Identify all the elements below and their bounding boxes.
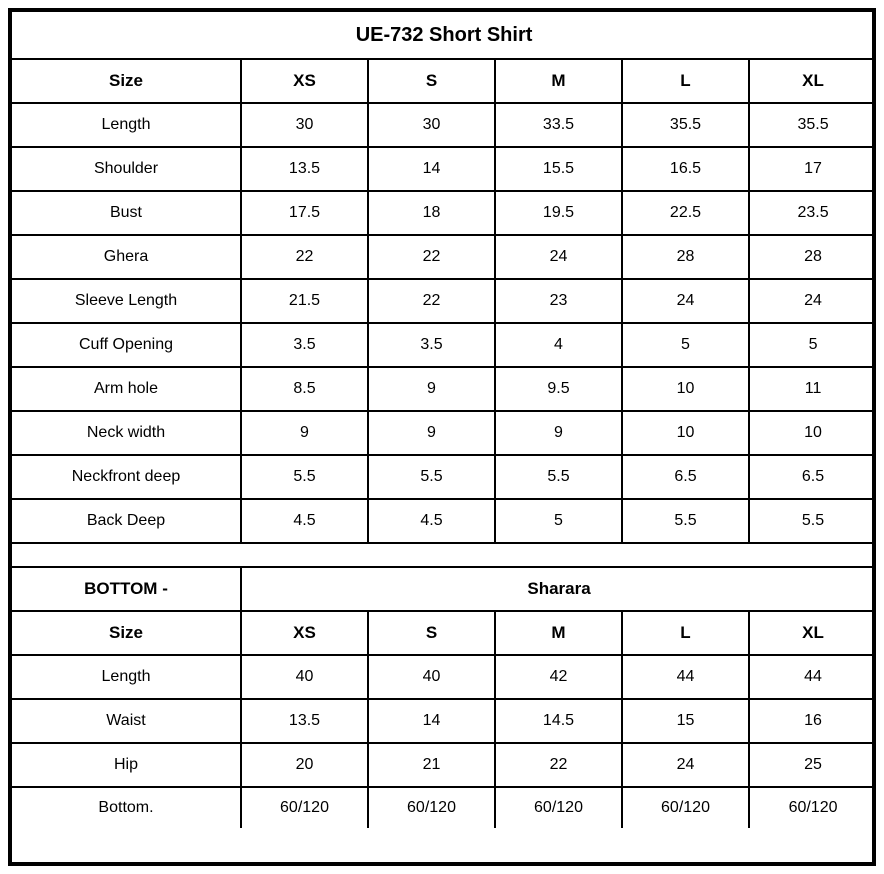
top-measurement-value: 35.5 [622,103,749,147]
top-measurement-value: 5.5 [241,455,368,499]
top-measurement-value: 9 [241,411,368,455]
top-measurement-value: 23 [495,279,622,323]
bottom-measurement-value: 42 [495,655,622,699]
table-row [12,103,876,147]
top-measurement-label: Shoulder [12,147,241,191]
top-measurement-value: 21.5 [241,279,368,323]
top-measurement-label: Length [12,103,241,147]
size-l-header: L [622,611,749,655]
top-measurement-value: 28 [622,235,749,279]
top-measurement-label: Neck width [12,411,241,455]
bottom-name: Sharara [241,567,876,611]
size-m-header: M [495,59,622,103]
size-chart [8,8,876,866]
bottom-measurement-value: 60/120 [622,787,749,828]
table-row [12,279,876,323]
bottom-measurement-value: 60/120 [495,787,622,828]
size-chart-table [12,12,876,828]
top-measurement-value: 22 [368,235,495,279]
top-measurement-value: 5.5 [749,499,876,543]
top-measurement-label: Sleeve Length [12,279,241,323]
section-spacer-row [12,543,876,567]
top-measurement-label: Neckfront deep [12,455,241,499]
table-row [12,235,876,279]
table-row [12,787,876,828]
top-measurement-value: 3.5 [241,323,368,367]
top-measurement-value: 5 [622,323,749,367]
table-row [12,147,876,191]
bottom-measurement-label: Length [12,655,241,699]
size-s-header: S [368,59,495,103]
table-row [12,743,876,787]
top-measurement-value: 35.5 [749,103,876,147]
bottom-measurement-value: 44 [749,655,876,699]
top-measurement-label: Back Deep [12,499,241,543]
top-size-header-row [12,59,876,103]
table-row [12,323,876,367]
top-measurement-value: 28 [749,235,876,279]
bottom-measurement-value: 24 [622,743,749,787]
top-measurement-value: 9.5 [495,367,622,411]
table-row [12,499,876,543]
bottom-measurement-value: 22 [495,743,622,787]
top-measurement-value: 9 [368,367,495,411]
bottom-measurement-value: 60/120 [749,787,876,828]
top-measurement-label: Ghera [12,235,241,279]
top-measurement-value: 22 [368,279,495,323]
top-measurement-value: 8.5 [241,367,368,411]
bottom-measurement-value: 14.5 [495,699,622,743]
size-xs-header: XS [241,611,368,655]
top-measurement-label: Arm hole [12,367,241,411]
top-measurement-value: 3.5 [368,323,495,367]
bottom-measurement-value: 21 [368,743,495,787]
table-row [12,411,876,455]
top-measurement-value: 33.5 [495,103,622,147]
top-measurement-value: 30 [368,103,495,147]
size-xl-header: XL [749,59,876,103]
bottom-measurement-value: 40 [368,655,495,699]
bottom-measurement-value: 14 [368,699,495,743]
top-measurement-value: 30 [241,103,368,147]
top-measurement-value: 6.5 [622,455,749,499]
top-measurement-value: 4.5 [368,499,495,543]
top-measurement-value: 23.5 [749,191,876,235]
top-measurement-value: 19.5 [495,191,622,235]
top-measurement-label: Cuff Opening [12,323,241,367]
bottom-measurement-label: Waist [12,699,241,743]
bottom-measurement-value: 44 [622,655,749,699]
size-l-header: L [622,59,749,103]
bottom-label: BOTTOM - [12,567,241,611]
bottom-measurement-value: 16 [749,699,876,743]
top-measurement-value: 15.5 [495,147,622,191]
top-measurement-value: 9 [368,411,495,455]
table-row [12,367,876,411]
top-measurement-value: 14 [368,147,495,191]
bottom-title-row [12,567,876,611]
top-measurement-label: Bust [12,191,241,235]
size-header: Size [12,59,241,103]
section-spacer [12,543,876,567]
top-measurement-value: 13.5 [241,147,368,191]
chart-title: UE-732 Short Shirt [12,12,876,59]
top-measurement-value: 24 [749,279,876,323]
bottom-measurement-value: 40 [241,655,368,699]
bottom-size-header-row [12,611,876,655]
size-s-header: S [368,611,495,655]
bottom-measurement-label: Bottom. [12,787,241,828]
size-header: Size [12,611,241,655]
top-measurement-value: 5.5 [368,455,495,499]
table-row [12,699,876,743]
size-xl-header: XL [749,611,876,655]
size-xs-header: XS [241,59,368,103]
top-measurement-value: 22 [241,235,368,279]
top-measurement-value: 11 [749,367,876,411]
top-measurement-value: 22.5 [622,191,749,235]
top-measurement-value: 17 [749,147,876,191]
top-measurement-value: 24 [622,279,749,323]
top-measurement-value: 5.5 [622,499,749,543]
top-measurement-value: 10 [622,367,749,411]
table-row [12,655,876,699]
bottom-measurement-value: 60/120 [241,787,368,828]
top-measurement-value: 9 [495,411,622,455]
top-measurement-value: 4 [495,323,622,367]
top-measurement-value: 18 [368,191,495,235]
bottom-measurement-value: 15 [622,699,749,743]
bottom-measurement-label: Hip [12,743,241,787]
top-measurement-value: 24 [495,235,622,279]
table-row [12,191,876,235]
size-m-header: M [495,611,622,655]
top-measurement-value: 4.5 [241,499,368,543]
top-measurement-value: 10 [622,411,749,455]
bottom-measurement-value: 25 [749,743,876,787]
bottom-measurement-value: 20 [241,743,368,787]
top-measurement-value: 10 [749,411,876,455]
table-row [12,455,876,499]
top-measurement-value: 5 [495,499,622,543]
bottom-measurement-value: 13.5 [241,699,368,743]
bottom-measurement-value: 60/120 [368,787,495,828]
top-measurement-value: 5.5 [495,455,622,499]
top-measurement-value: 5 [749,323,876,367]
top-measurement-value: 6.5 [749,455,876,499]
top-measurement-value: 17.5 [241,191,368,235]
top-measurement-value: 16.5 [622,147,749,191]
